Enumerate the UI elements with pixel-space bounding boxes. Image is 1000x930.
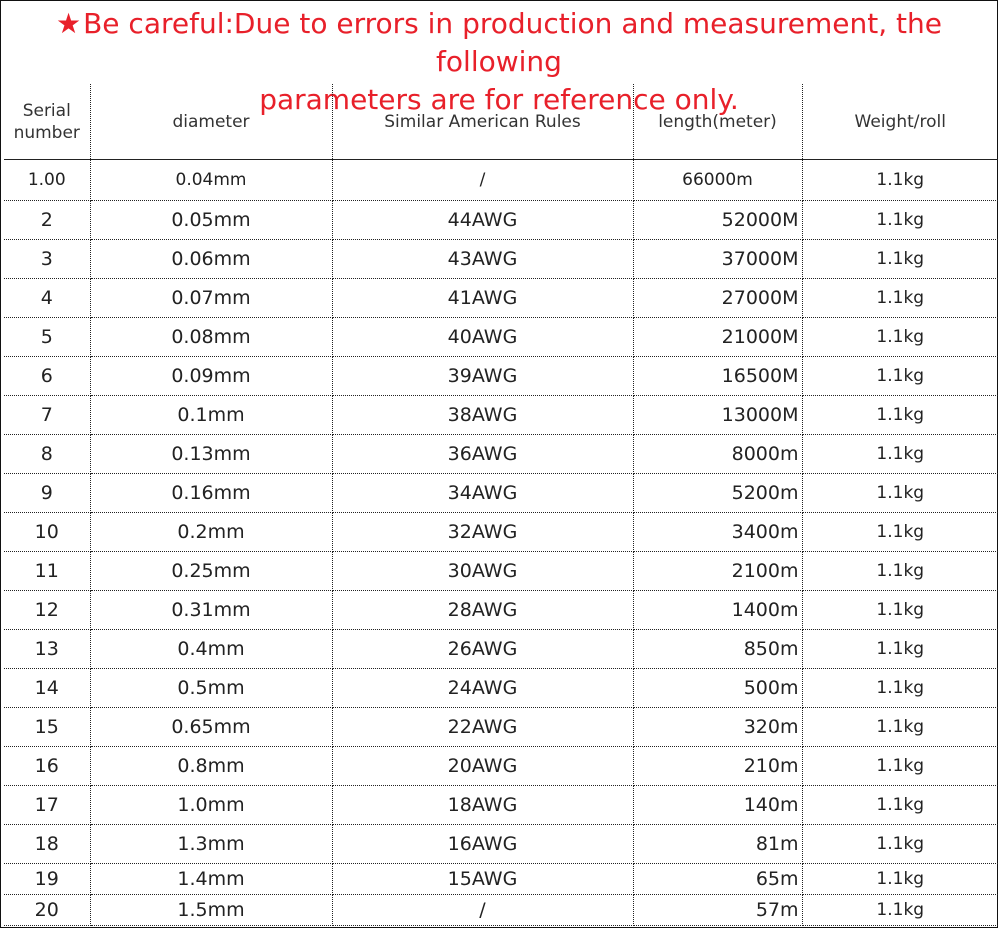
table-row (4, 279, 998, 318)
awg-cell: 38AWG (332, 396, 633, 435)
diameter-cell: 0.2mm (90, 513, 332, 552)
serial-cell: 6 (4, 357, 90, 396)
header-serial-number: Serial number (4, 84, 90, 160)
table-row (4, 240, 998, 279)
wire-spec-table (4, 84, 998, 926)
weight-cell: 1.1kg (802, 747, 998, 786)
length-cell: 1400m (633, 591, 802, 630)
diameter-cell: 0.04mm (90, 160, 332, 201)
serial-cell: 3 (4, 240, 90, 279)
awg-cell: 40AWG (332, 318, 633, 357)
awg-cell: / (332, 160, 633, 201)
serial-cell: 10 (4, 513, 90, 552)
table-row (4, 552, 998, 591)
table-body (4, 160, 998, 926)
awg-cell: 44AWG (332, 201, 633, 240)
header-length: length(meter) (633, 84, 802, 160)
awg-cell: 41AWG (332, 279, 633, 318)
awg-cell: 43AWG (332, 240, 633, 279)
table-row (4, 864, 998, 895)
serial-cell: 4 (4, 279, 90, 318)
table-header-row (4, 84, 998, 160)
serial-cell: 8 (4, 435, 90, 474)
awg-cell: 36AWG (332, 435, 633, 474)
star-icon: ★ (55, 7, 82, 40)
weight-cell: 1.1kg (802, 318, 998, 357)
weight-cell: 1.1kg (802, 160, 998, 201)
weight-cell: 1.1kg (802, 279, 998, 318)
length-cell: 57m (633, 895, 802, 926)
serial-cell: 7 (4, 396, 90, 435)
diameter-cell: 0.5mm (90, 669, 332, 708)
awg-cell: 32AWG (332, 513, 633, 552)
table-row (4, 201, 998, 240)
length-cell: 850m (633, 630, 802, 669)
header-similar-american-rules: Similar American Rules (332, 84, 633, 160)
table-row (4, 513, 998, 552)
length-cell: 5200m (633, 474, 802, 513)
length-cell: 52000M (633, 201, 802, 240)
table-row (4, 396, 998, 435)
length-cell: 27000M (633, 279, 802, 318)
serial-cell: 5 (4, 318, 90, 357)
table-row (4, 630, 998, 669)
serial-cell: 19 (4, 864, 90, 895)
length-cell: 140m (633, 786, 802, 825)
weight-cell: 1.1kg (802, 435, 998, 474)
length-cell: 320m (633, 708, 802, 747)
weight-cell: 1.1kg (802, 630, 998, 669)
table-row (4, 825, 998, 864)
length-cell: 3400m (633, 513, 802, 552)
weight-cell: 1.1kg (802, 669, 998, 708)
weight-cell: 1.1kg (802, 708, 998, 747)
diameter-cell: 0.4mm (90, 630, 332, 669)
table-row (4, 669, 998, 708)
awg-cell: 28AWG (332, 591, 633, 630)
serial-cell: 18 (4, 825, 90, 864)
awg-cell: 18AWG (332, 786, 633, 825)
diameter-cell: 1.5mm (90, 895, 332, 926)
weight-cell: 1.1kg (802, 513, 998, 552)
table-row (4, 786, 998, 825)
awg-cell: 16AWG (332, 825, 633, 864)
diameter-cell: 0.16mm (90, 474, 332, 513)
diameter-cell: 0.65mm (90, 708, 332, 747)
table-row (4, 708, 998, 747)
weight-cell: 1.1kg (802, 201, 998, 240)
serial-cell: 15 (4, 708, 90, 747)
serial-cell: 14 (4, 669, 90, 708)
header-diameter: diameter (90, 84, 332, 160)
length-cell: 8000m (633, 435, 802, 474)
notice-line-2: parameters are for reference only. (259, 83, 739, 116)
serial-cell: 16 (4, 747, 90, 786)
weight-cell: 1.1kg (802, 240, 998, 279)
length-cell: 65m (633, 864, 802, 895)
diameter-cell: 0.07mm (90, 279, 332, 318)
length-cell: 37000M (633, 240, 802, 279)
weight-cell: 1.1kg (802, 825, 998, 864)
table-row (4, 474, 998, 513)
serial-cell: 11 (4, 552, 90, 591)
diameter-cell: 1.4mm (90, 864, 332, 895)
serial-cell: 20 (4, 895, 90, 926)
serial-cell: 1.00 (4, 160, 90, 201)
diameter-cell: 0.1mm (90, 396, 332, 435)
length-cell: 500m (633, 669, 802, 708)
reference-notice (0, 0, 998, 116)
table-row (4, 747, 998, 786)
diameter-cell: 0.13mm (90, 435, 332, 474)
table-row (4, 318, 998, 357)
awg-cell: 24AWG (332, 669, 633, 708)
diameter-cell: 0.09mm (90, 357, 332, 396)
weight-cell: 1.1kg (802, 591, 998, 630)
awg-cell: 30AWG (332, 552, 633, 591)
table-row (4, 160, 998, 201)
awg-cell: 15AWG (332, 864, 633, 895)
length-cell: 21000M (633, 318, 802, 357)
diameter-cell: 0.25mm (90, 552, 332, 591)
awg-cell: 22AWG (332, 708, 633, 747)
weight-cell: 1.1kg (802, 552, 998, 591)
diameter-cell: 0.05mm (90, 201, 332, 240)
table-row (4, 357, 998, 396)
diameter-cell: 1.3mm (90, 825, 332, 864)
serial-cell: 17 (4, 786, 90, 825)
diameter-cell: 0.8mm (90, 747, 332, 786)
awg-cell: 20AWG (332, 747, 633, 786)
weight-cell: 1.1kg (802, 895, 998, 926)
diameter-cell: 0.31mm (90, 591, 332, 630)
diameter-cell: 0.08mm (90, 318, 332, 357)
length-cell: 13000M (633, 396, 802, 435)
weight-cell: 1.1kg (802, 396, 998, 435)
notice-line-1 (0, 5, 998, 81)
length-cell: 2100m (633, 552, 802, 591)
weight-cell: 1.1kg (802, 786, 998, 825)
diameter-cell: 1.0mm (90, 786, 332, 825)
table-row (4, 435, 998, 474)
weight-cell: 1.1kg (802, 357, 998, 396)
header-weight-per-roll: Weight/roll (802, 84, 998, 160)
diameter-cell: 0.06mm (90, 240, 332, 279)
awg-cell: 34AWG (332, 474, 633, 513)
serial-cell: 9 (4, 474, 90, 513)
awg-cell: 26AWG (332, 630, 633, 669)
weight-cell: 1.1kg (802, 474, 998, 513)
serial-cell: 13 (4, 630, 90, 669)
table-row (4, 895, 998, 926)
length-cell: 210m (633, 747, 802, 786)
awg-cell: 39AWG (332, 357, 633, 396)
serial-cell: 12 (4, 591, 90, 630)
length-cell: 81m (633, 825, 802, 864)
awg-cell: / (332, 895, 633, 926)
length-cell: 16500M (633, 357, 802, 396)
table-row (4, 591, 998, 630)
weight-cell: 1.1kg (802, 864, 998, 895)
length-cell: 66000m (633, 160, 802, 201)
serial-cell: 2 (4, 201, 90, 240)
notice-line-1-text: Be careful:Due to errors in production and measurement, the following (83, 7, 942, 78)
